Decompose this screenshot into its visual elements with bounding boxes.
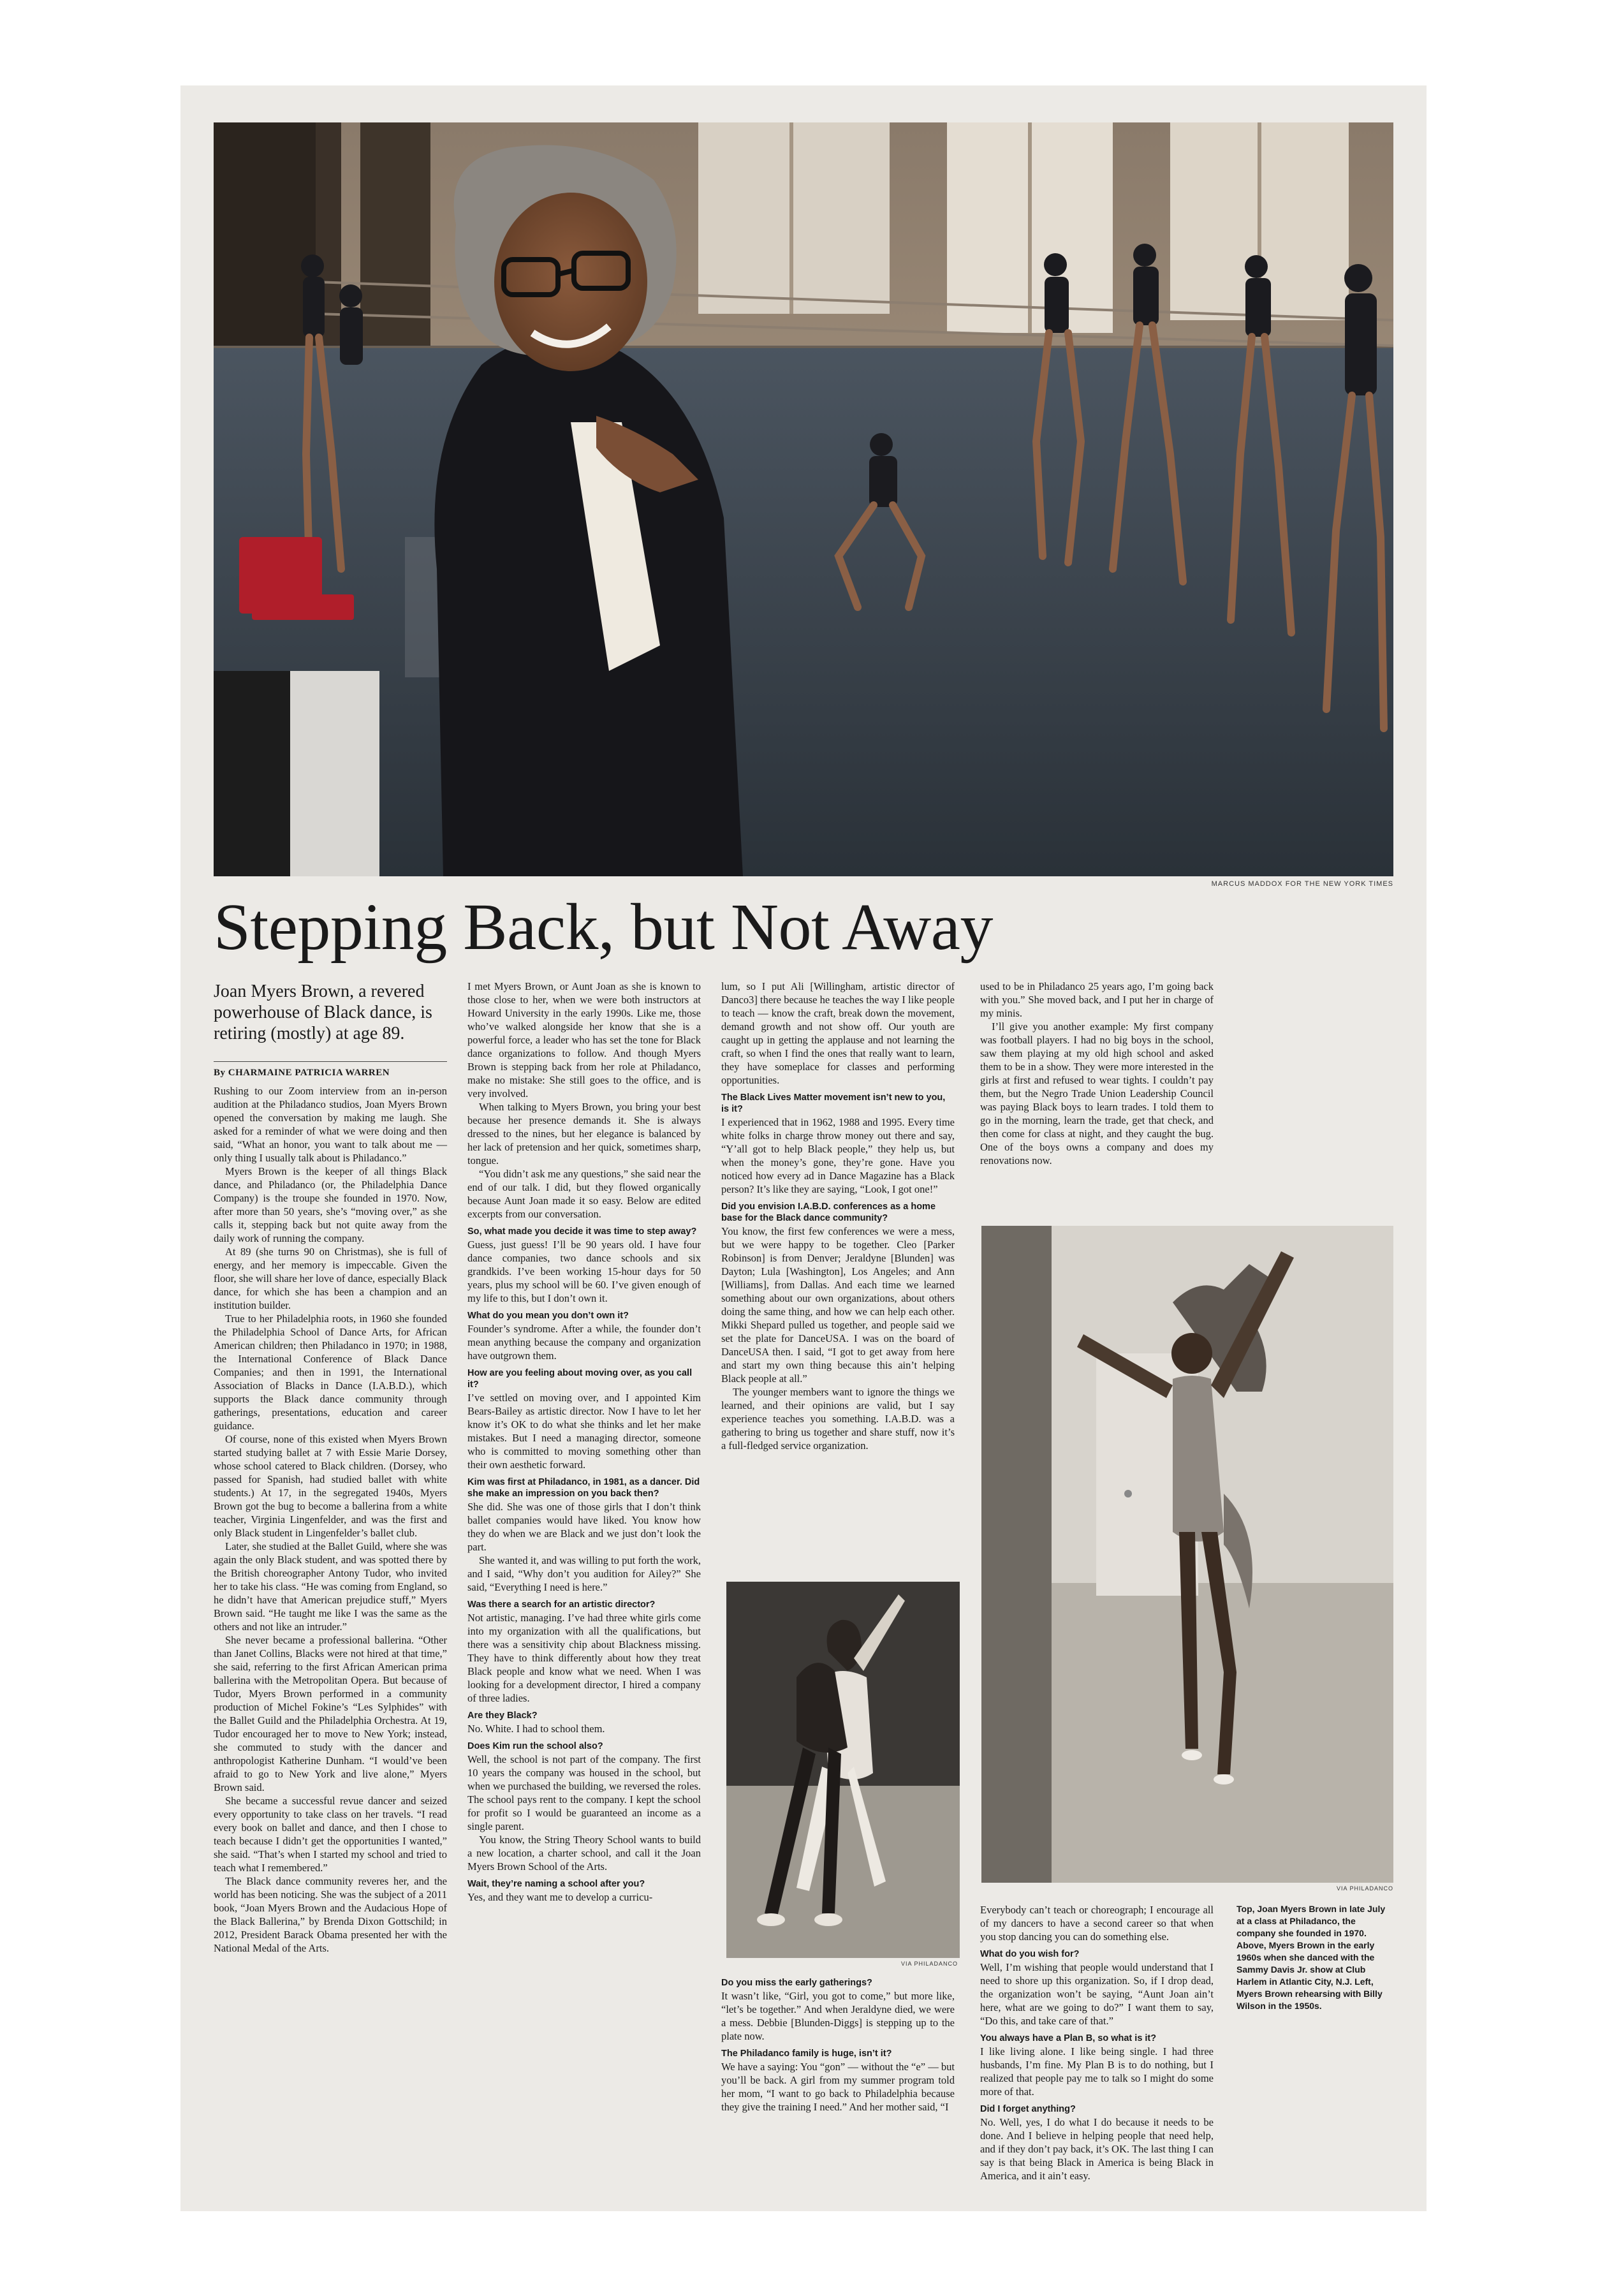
interview-answer: You know, the first few conferences we were a mess, but we were happy to be together. Cleo [Parker Robinson] is from Denver; Jeraldyne [Blunden] was Dayton; Lula [Washington], Los Angeles; and Ann [Williams], from Dallas. And each time we learned something about our own organizations, about others doing the same thing, and how we can help each other. Mikki Shepard pulled us together, and people said we set the plate for DanceUSA. I was on the board of DanceUSA then. I said, “I got to get away from here and start my own thing because this ain’t helping Black people at all.”	[721, 1225, 955, 1385]
top-photo	[214, 122, 1393, 876]
interview-question: So, what made you decide it was time to step away?	[467, 1226, 697, 1237]
interview-answer: We have a saying: You “gon” — without the “e” — but you’ll be back. A girl from my summer program told her mom, “I want to go back to Philadelphia because they give the training I need.” And her mother said, “I	[721, 2061, 955, 2113]
performance-photo	[981, 1226, 1393, 1883]
byline-rule	[214, 1061, 447, 1062]
deck: Joan Myers Brown, a revered powerhouse of Black dance, is retiring (mostly) at age 89.	[214, 982, 432, 1043]
interview-question: What do you wish for?	[980, 1949, 1080, 1959]
body-paragraph: “You didn’t ask me any questions,” she said near the end of our talk. I did, but they flowed organically because Aunt Joan made it so easy. Below are edited excerpts from our conversation.	[467, 1168, 701, 1220]
body-paragraph: When talking to Myers Brown, you bring your best because her presence demands it. She is always dressed to the nines, but her elegance is balanced by her lack of pretension and her quick, sometimes sharp, tongue.	[467, 1101, 701, 1166]
studio-class-image	[214, 122, 1393, 876]
interview-question: How are you feeling about moving over, as you call it?	[467, 1368, 693, 1390]
interview-answer: I experienced that in 1962, 1988 and 1995. Every time white folks in charge throw money out there and say, “Y’all got to help Black people,” they help us, but when the money’s gone, they’re gone. Have you noticed how every ad in Dance Magazine has a Black person? It’s like they are saying, “Look, I got one!”	[721, 1116, 955, 1195]
column-1	[214, 1084, 447, 1955]
interview-question: Was there a search for an artistic director?	[467, 1600, 656, 1610]
headline: Stepping Back, but Not Away	[214, 890, 993, 964]
body-paragraph: She never became a professional ballerina. “Other than Janet Collins, Blacks were not hired at that time,” she said, referring to the first African American prima ballerina with the Metropolitan Opera. But because of Tudor, Myers Brown performed in a community production of Michel Fokine’s “Les Sylphides” with the Ballet Guild and the Philadelphia Orchestra. At 19, Tudor encouraged her to move to New York; instead, she commuted to study with the dancer and anthropologist Katherine Dunham. “I would’ve been afraid to go to New York and live alone,” Myers Brown said.	[214, 1634, 447, 1793]
interview-answer: I like living alone. I like being single. I had three husbands, I’m fine. My Plan B is to do nothing, but I realized that people pay me to talk so I might do some more of that.	[980, 2045, 1214, 2098]
photo-caption: Top, Joan Myers Brown in late July at a class at Philadanco, the company she founded in 1970. Above, Myers Brown in the early 1960s when she danced with the Sammy Davis Jr. show at Club Harlem in Atlantic City, N.J. Left, Myers Brown rehearsing with Billy Wilson in the 1950s.	[1236, 1904, 1386, 2011]
interview-answer: lum, so I put Ali [Willingham, artistic director of Danco3] there because he teaches the way I like people to teach — know the craft, break down the movement, demand growth and not show off. Our youth are caught up in getting the applause and not learning the craft, so when I find the ones that really want to learn, they have someplace for classes and performing opportunities.	[721, 980, 955, 1086]
rehearsal-photo	[726, 1582, 960, 1958]
interview-question: Wait, they’re naming a school after you?	[467, 1879, 645, 1889]
body-paragraph: The Black dance community reveres her, and the world has been noticing. She was the subject of a 2011 book, “Joan Myers Brown and the Audacious Hope of the Black Ballerina,” by Brenda Dixon Gottschild; in 2012, President Barack Obama presented her with the National Medal of the Arts.	[214, 1875, 447, 1954]
interview-answer: It wasn’t like, “Girl, you got to come,” but more like, “let’s be together.” And when Jeraldyne died, we were a mess. Debbie [Blunden-Diggs] is stepping up to the plate now.	[721, 1990, 955, 2042]
performance-photo-credit: VIA PHILADANCO	[1336, 1885, 1393, 1892]
body-paragraph: Of course, none of this existed when Myers Brown started studying ballet at 7 with Essie Marie Dorsey, whose school catered to Black children. (Dorsey, who passed for Spanish, had studied ballet with white students.) At 17, in the segregated 1940s, Myers Brown got the bug to become a ballerina from a white teacher, Virginia Lingenfelder, and was the first and only Black student in Lingenfelder’s ballet club.	[214, 1433, 447, 1539]
column-3-top	[721, 980, 955, 1452]
rehearsal-photo-credit: VIA PHILADANCO	[901, 1961, 958, 1967]
column-4-bottom	[980, 1903, 1214, 2182]
body-paragraph: You know, the String Theory School wants to build a new location, a charter school, and call it the Joan Myers Brown School of the Arts.	[467, 1834, 701, 1873]
interview-answer: I’ve settled on moving over, and I appointed Kim Bears-Bailey as artistic director. Now I have to let her know it’s OK to do what she thinks and let her make mistakes. But I need a managing director, someone who is committed to moving something other than their own aesthetic forward.	[467, 1392, 701, 1471]
body-paragraph: Myers Brown is the keeper of all things Black dance, and Philadanco (or, the Philadelphia Dance Company) is the troupe she founded in 1970. Now, after more than 50 years, she’s “moving over,” as she calls it, stepping back but not quite away from the daily work of running the company.	[214, 1165, 447, 1244]
interview-answer: Yes, and they want me to develop a curricu-	[467, 1891, 653, 1903]
body-paragraph: The younger members want to ignore the things we learned, and their opinions are valid, but I say experience teaches you something. I.A.B.D. was a gathering to bring us together and share stuff, now it’s a full-fledged service organization.	[721, 1386, 955, 1452]
body-paragraph: She wanted it, and was willing to put forth the work, and I said, “Why don’t you audition for Ailey?” She said, “Everything I need is here.”	[467, 1554, 701, 1593]
interview-answer: Not artistic, managing. I’ve had three white girls come into my organization with all the qualifications, but there was a sensitivity chip about Blackness missing. They have to think differently about how they treat Black people and know what we need. When I was looking for a development director, I hired a company of three ladies.	[467, 1612, 701, 1704]
interview-question: Did you envision I.A.B.D. conferences as a home base for the Black dance community?	[721, 1202, 936, 1223]
newspaper-page	[180, 85, 1427, 2211]
interview-answer: Guess, just guess! I’ll be 90 years old. I have four dance companies, two dance schools and six grandkids. I’ve been working 15-hour days for 50 years, plus my school will be 60. I’ve given enough of my life to this, but I don’t own it.	[467, 1239, 701, 1304]
photo-credit: MARCUS MADDOX FOR THE NEW YORK TIMES	[1211, 880, 1393, 888]
interview-question: The Black Lives Matter movement isn’t new to you, is it?	[721, 1093, 946, 1114]
body-paragraph: At 89 (she turns 90 on Christmas), she is full of energy, and her memory is impeccable. Given the floor, she will share her love of dance, especially Black dance, for which she has been a champion and an institution builder.	[214, 1246, 447, 1311]
interview-answer: No. White. I had to school them.	[467, 1723, 605, 1735]
byline: By CHARMAINE PATRICIA WARREN	[214, 1068, 390, 1078]
body-paragraph: Everybody can’t teach or choreograph; I encourage all of my dancers to have a second career so that when you stop dancing you can do something else.	[980, 1904, 1214, 1943]
column-3-bottom	[721, 1972, 955, 2114]
interview-question: You always have a Plan B, so what is it?	[980, 2033, 1157, 2043]
column-4-top	[980, 980, 1214, 1167]
body-paragraph: She became a successful revue dancer and seized every opportunity to take class on her travels. “I read every book on ballet and dance, and then I chose to teach because I didn’t get the opportunities I wanted,” she said. “That’s when I started my school and tried to teach what I remembered.”	[214, 1795, 447, 1874]
interview-question: The Philadanco family is huge, isn’t it?	[721, 2049, 892, 2059]
body-paragraph: Rushing to our Zoom interview from an in-person audition at the Philadanco studios, Joan Myers Brown opened the conversation by making me laugh. She asked for a reminder of what we were doing and then said, “What an honor, you want to talk about me — only thing I usually talk about is Philadanco.”	[214, 1085, 447, 1164]
column-2	[467, 980, 701, 1904]
interview-answer: Founder’s syndrome. After a while, the founder don’t mean anything because the company and organization have outgrown them.	[467, 1323, 701, 1362]
interview-question: Kim was first at Philadanco, in 1981, as a dancer. Did she make an impression on you back then?	[467, 1477, 700, 1499]
interview-question: Do you miss the early gatherings?	[721, 1978, 872, 1988]
interview-question: Does Kim run the school also?	[467, 1741, 603, 1751]
body-paragraph: I met Myers Brown, or Aunt Joan as she is known to those close to her, when we were both instructors at Howard University in the early 1990s. Like me, those who’ve walked alongside her know that she is a powerful force, a leader who has set the tone for Black dance organizations to follow. And though Myers Brown is stepping back from her role at Philadanco, make no mistake: She still goes to the office, and is very involved.	[467, 980, 701, 1100]
interview-question: What do you mean you don’t own it?	[467, 1311, 629, 1321]
interview-question: Did I forget anything?	[980, 2104, 1076, 2114]
body-paragraph: True to her Philadelphia roots, in 1960 she founded the Philadelphia School of Dance Arts, for African American children; then Philadanco in 1970; in 1988, the International Conference of Black Dance Companies; and then in 1991, the International Association of Blacks in Dance (I.A.B.D.), which supports the Black dance community through gatherings, presentations, education and career guidance.	[214, 1313, 447, 1432]
interview-answer: No. Well, yes, I do what I do because it needs to be done. And I believe in helping people that need help, and if they don’t pay back, it’s OK. The last thing I can say is that being Black in America is being Black in America, and it ain’t easy.	[980, 2116, 1214, 2182]
interview-answer: used to be in Philadanco 25 years ago, I’m going back with you.” She moved back, and I put her in charge of my minis.	[980, 980, 1214, 1019]
interview-question: Are they Black?	[467, 1711, 538, 1721]
interview-answer: Well, I’m wishing that people would understand that I need to shore up this organization. So, if I drop dead, the organization won’t be saying, “Aunt Joan ain’t here, what are we going to do?” I want them to say, “Do this, and take care of that.”	[980, 1961, 1214, 2027]
body-paragraph: I’ll give you another example: My first company was football players. I had no big boys in the school, saw them playing at my old high school and asked them to be in a show. They were more interested in the girls at first and refused to wear tights. I couldn’t pay them, but the Negro Trade Union Leadership Council was paying Black boys to learn trades. I told them to go in the morning, learn the trade, get that check, and then come for class at night, and they caught the bug. One of the boys owns a company and does my renovations now.	[980, 1020, 1214, 1166]
interview-answer: She did. She was one of those girls that I don’t think ballet companies would have liked. You know how they do when we are Black and we just don’t look the part.	[467, 1501, 701, 1553]
body-paragraph: Later, she studied at the Ballet Guild, where she was again the only Black student, and was spotted there by the British choreographer Antony Tudor, who invited her to take his class. “He was coming from England, so he didn’t have that American prejudice stuff,” Myers Brown said. “He taught me like I was the same as the others and not like an intruder.”	[214, 1540, 447, 1633]
interview-answer: Well, the school is not part of the company. The first 10 years the company was housed in the school, but when we purchased the building, we reversed the roles. The school pays rent to the company. I kept the school for profit so I would be guaranteed an income as a single parent.	[467, 1753, 701, 1832]
